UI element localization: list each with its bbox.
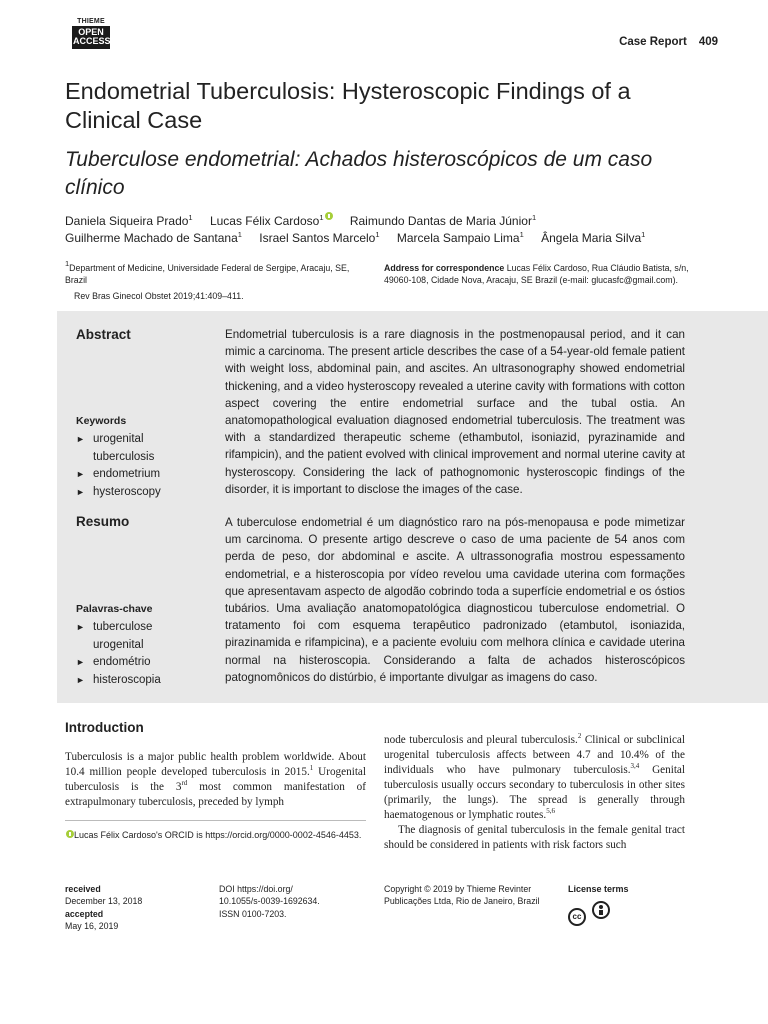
journal-citation: Rev Bras Ginecol Obstet 2019;41:409–411. [74,291,244,301]
keyword-item[interactable]: ► endometrium [76,466,186,484]
license-label[interactable]: License terms [568,884,629,894]
logo-publisher: THIEME [77,18,105,25]
open-access-line2: ACCESS [73,36,111,46]
author: Lucas Félix Cardoso$^1$ [210,214,333,228]
correspondence-address [384,262,714,286]
open-access-badge [72,26,110,49]
footnote-divider [65,820,366,821]
abstract-heading: Abstract [76,327,131,342]
received-date: December 13, 2018 [65,896,143,907]
article-type: Case Report [619,36,687,48]
body-column-left: Tuberculosis is a major public health problem worldwide. About 10.4 million people developed tuberculosis in 2015.$^1$ Urogenital tuberculosis is the 3rd most common manifestation of extrapulmonary tuberculosis, preceded by lymph [65,751,366,808]
body-column-right: node tuberculosis and pleural tuberculosis.$^2$ Clinical or subclinical urogenital tuberculosis affects between 4.7 and 10.4% of the individuals who have pulmonary tuberculosis.$^{3,4}$ Genital tuberculosis usually occurs secondary to tuberculosis in other sites (primarily, the lungs). The spread is generally through haematogenous or lymphatic routes.$^{5,6}$ The diagnosis of genital tuberculosis in the female genital tract should be considered in patients with risk factors such [384,732,686,851]
article-title: Endometrial Tuberculosis: Hysteroscopic Findings of a Clinical Case [65,78,631,133]
doi-value[interactable]: 10.1055/s-0039-1692634. [219,896,320,907]
running-head [619,36,718,48]
correspondence-text: Lucas Félix Cardoso, Rua Cláudio Batista, s/n, 49060-108, Cidade Nova, Aracaju, SE Brazil (e-mail: glucasfc@gmail.com). [384,263,689,285]
orcid-footnote: Lucas Félix Cardoso's ORCID is https://orcid.org/0000-0002-4546-4453. [65,829,366,842]
copyright-notice: Copyright © 2019 by Thieme Revinter Publicações Ltda, Rio de Janeiro, Brazil [384,884,540,907]
accepted-date: May 16, 2019 [65,920,119,931]
keyword-item[interactable]: ► endométrio [76,654,186,672]
publisher-logo [72,18,110,49]
keyword-item[interactable]: ► hysteroscopy [76,484,186,502]
orcid-icon [66,830,74,838]
article-dates [65,883,142,932]
accepted-label: accepted [65,908,104,919]
license-block [568,883,629,926]
keyword-item[interactable]: ► histeroscopia [76,672,186,690]
author: Daniela Siqueira Prado$^1$ [65,213,193,228]
keyword-item[interactable]: ► tuberculose urogenital [76,619,186,654]
palavras-chave-list [76,619,186,689]
author: Ângela Maria Silva$^1$ [541,230,646,245]
author: Raimundo Dantas de Maria Júnior$^1$ [349,213,537,228]
author: Israel Santos Marcelo$^1$ [259,230,380,245]
article-title-portuguese: Tuberculose endometrial: Achados histeroscópicos de um caso clínico [65,148,653,199]
page-number: 409 [698,36,718,48]
orcid-icon[interactable] [325,212,333,220]
author: Marcela Sampaio Lima$^1$ [396,230,524,245]
resumo-text: A tuberculose endometrial é um diagnóstico raro na pós-menopausa e pode mimetizar um carcinoma. O presente artigo descreve o caso de uma paciente de 54 anos com perda de peso, dor abdominal e ascite. A ultrassonografia mostrou espessamento endometrial, e a histeroscopia por vídeo revelou uma cavidade uterina com formações que apresentavam aspecto de algodão cobrindo toda a superfície endometrial e os óstios tubários. Uma avaliação anatomopatológica diagnosticou tuberculose endometrial. O tratamento foi com esquema terapêutico padronizado (etambutol, isoniazida, pirazinamida e rifampicina), e a paciente evoluiu com melhora clínica e cavidade uterina normal na histeroscopia. Considerando a falta de achados histeroscópicos patognomônicos do distúrbio, é importante divulgar as imagens do caso. [225,516,685,684]
author-list-line2 [65,231,659,245]
author-list-line1 [65,212,550,228]
creative-commons-icon[interactable]: cc [568,908,586,926]
issn: ISSN 0100-7203. [219,908,287,919]
abstract-text: Endometrial tuberculosis is a rare diagnosis in the postmenopausal period, and it can mimic a carcinoma. The present article describes the case of a 54-year-old female patient with weight loss, abdominal pain, and ascites. An ultrasonography showed endometrial thickening, and a video hysteroscopy revealed a uterine cavity with formations with cotton aspect covering the entire endometrial surface and the tubal ostia. An anatomopathological evaluation diagnosed endometrial tuberculosis. The treatment was with a standardized therapeutic scheme (ethambutol, isoniazid, pyrazinamide and rifampicin), and the patient evolved with clinical improvement and normal uterine cavity at hysteroscopy. Considering the lack of pathognomonic hysteroscopic findings of the disorder, it is important to disclose the images of the case. [225,328,685,496]
received-label: received [65,884,101,894]
keywords-heading: Keywords [76,415,127,427]
keyword-list [76,431,186,501]
resumo-heading: Resumo [76,514,130,529]
author: Guilherme Machado de Santana$^1$ [65,230,242,245]
affiliation: $^1$Department of Medicine, Universidade Federal de Sergipe, Aracaju, SE, Brazil [65,259,350,285]
doi-block [219,883,320,920]
paragraph: The diagnosis of genital tuberculosis in the female genital tract should be considered in patients with risk factors such [384,824,685,851]
correspondence-label: Address for correspondence [384,263,505,273]
palavras-chave-heading: Palavras-chave [76,603,153,615]
attribution-icon[interactable] [592,901,610,919]
open-access-line1: OPEN [78,27,104,37]
doi-link[interactable]: DOI https://doi.org/ [219,884,293,894]
introduction-heading: Introduction [65,720,144,735]
keyword-item[interactable]: ► urogenital tuberculosis [76,431,186,466]
